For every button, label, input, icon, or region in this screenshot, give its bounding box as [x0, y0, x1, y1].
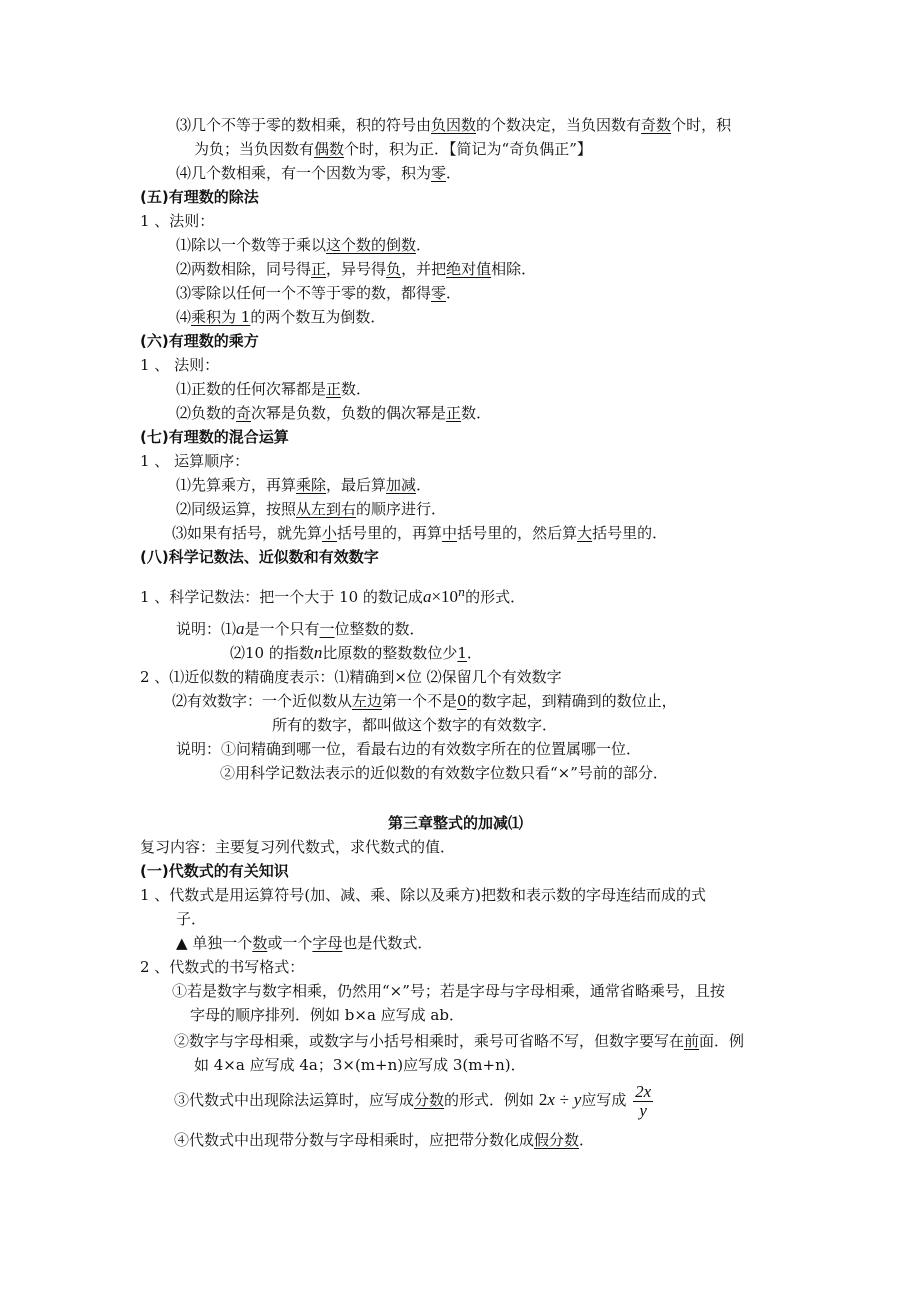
answer-blank: 负因数 [431, 116, 477, 134]
format-rule-1: ①若是数字与数字相乘，仍然用“×”号；若是字母与字母相乘，通常省略乘号，且按 [172, 982, 725, 1000]
section-title-algebraic: (一)代数式的有关知识 [140, 862, 289, 880]
section-title-power: (六)有理数的乘方 [140, 332, 259, 350]
format-rule-4: ④代数式中出现带分数与字母相乘时，应把带分数化成假分数． [174, 1131, 595, 1149]
approx-precision: 2 、⑴近似数的精确度表示：⑴精确到×位 ⑵保留几个有效数字 [140, 668, 562, 686]
format-rule-2: ②数字与字母相乘，或数字与小括号相乘时，乘号可省略不写，但数字要写在前面．例 [174, 1032, 745, 1050]
significant-note-2: ②用科学记数法表示的近似数的有效数字位数只看“×”号前的部分． [220, 764, 668, 782]
mixed-item-1: ⑴先算乘方，再算乘除，最后算加减． [176, 476, 432, 494]
significant-note-1: 说明：①问精确到哪一位，看最右边的有效数字所在的位置属哪一位． [176, 740, 642, 758]
scientific-notation-def: 1 、科学记数法：把一个大于 10 的数记成$a\times 10^n$的形式． [140, 586, 526, 606]
mul-rule-3: ⑶几个不等于零的数相乘，积的符号由负因数的个数决定，当负因数有奇数个时，积 [176, 116, 732, 134]
power-item-1: ⑴正数的任何次幂都是正数． [176, 380, 372, 398]
power-rule-label: 1 、 法则： [140, 356, 220, 374]
section-title-mixed: (七)有理数的混合运算 [140, 428, 289, 446]
division-rule-label: 1 、法则： [140, 212, 215, 230]
mixed-item-2: ⑵同级运算，按照从左到右的顺序进行． [176, 500, 447, 518]
mul-rule-4: ⑷几个数相乘，有一个因数为零，积为零． [176, 164, 462, 182]
chapter-title: 第三章整式的加减⑴ [388, 814, 524, 832]
scientific-note-1: 说明：⑴a是一个只有一位整数的数． [176, 619, 425, 638]
answer-blank: 零 [431, 164, 447, 182]
answer-blank: 奇数 [641, 116, 672, 134]
division-item-1: ⑴除以一个数等于乘以这个数的倒数． [176, 236, 432, 254]
format-rule-1-cont: 字母的顺序排列．例如 b×a 应写成 ab． [190, 1006, 464, 1024]
division-item-2: ⑵两数相除，同号得正，异号得负，并把绝对值相除． [176, 260, 537, 278]
scientific-note-2: ⑵10 的指数n比原数的整数数位少1． [230, 643, 482, 662]
significant-figures-def: ⑵有效数字：一个近似数从左边第一个不是0的数字起，到精确到的数位止， [172, 692, 677, 710]
division-item-4: ⑷乘积为 1的两个数互为倒数． [176, 308, 386, 326]
section-title-division: (五)有理数的除法 [140, 188, 259, 206]
algebraic-def: 1 、代数式是用运算符号(加、减、乘、除以及乘方)把数和表示数的字母连结而成的式 [140, 886, 707, 904]
mul-rule-3-cont: 为负；当负因数有偶数个时，积为正．【简记为“奇负偶正”】 [194, 140, 592, 158]
mixed-item-3: ⑶如果有括号，就先算小括号里的，再算中括号里的，然后算大括号里的． [172, 524, 668, 542]
mixed-order-label: 1 、 运算顺序： [140, 452, 250, 470]
division-item-3: ⑶零除以任何一个不等于零的数，都得零． [176, 284, 462, 302]
writing-format-label: 2 、代数式的书写格式： [140, 958, 305, 976]
algebraic-note: ▲ 单独一个数或一个字母也是代数式． [176, 934, 433, 952]
power-item-2: ⑵负数的奇次幂是负数，负数的偶次幂是正数． [176, 404, 492, 422]
section-title-scientific: (八)科学记数法、近似数和有效数字 [140, 548, 379, 566]
fraction-2x-over-y: $\frac{2x}{y}$ [635, 1081, 652, 1120]
format-rule-2-cont: 如 4×a 应写成 4a；3×(m+n)应写成 3(m+n)． [194, 1056, 526, 1074]
algebraic-def-cont: 子． [176, 910, 207, 928]
format-rule-3: ③代数式中出现除法运算时，应写成分数的形式．例如 2x ÷ y应写成 $\frac{2x}{y}$ [174, 1081, 652, 1120]
answer-blank: 偶数 [314, 140, 345, 158]
review-content: 复习内容：主要复习列代数式，求代数式的值． [140, 838, 456, 856]
significant-figures-cont: 所有的数字，都叫做这个数字的有效数字． [272, 716, 558, 734]
